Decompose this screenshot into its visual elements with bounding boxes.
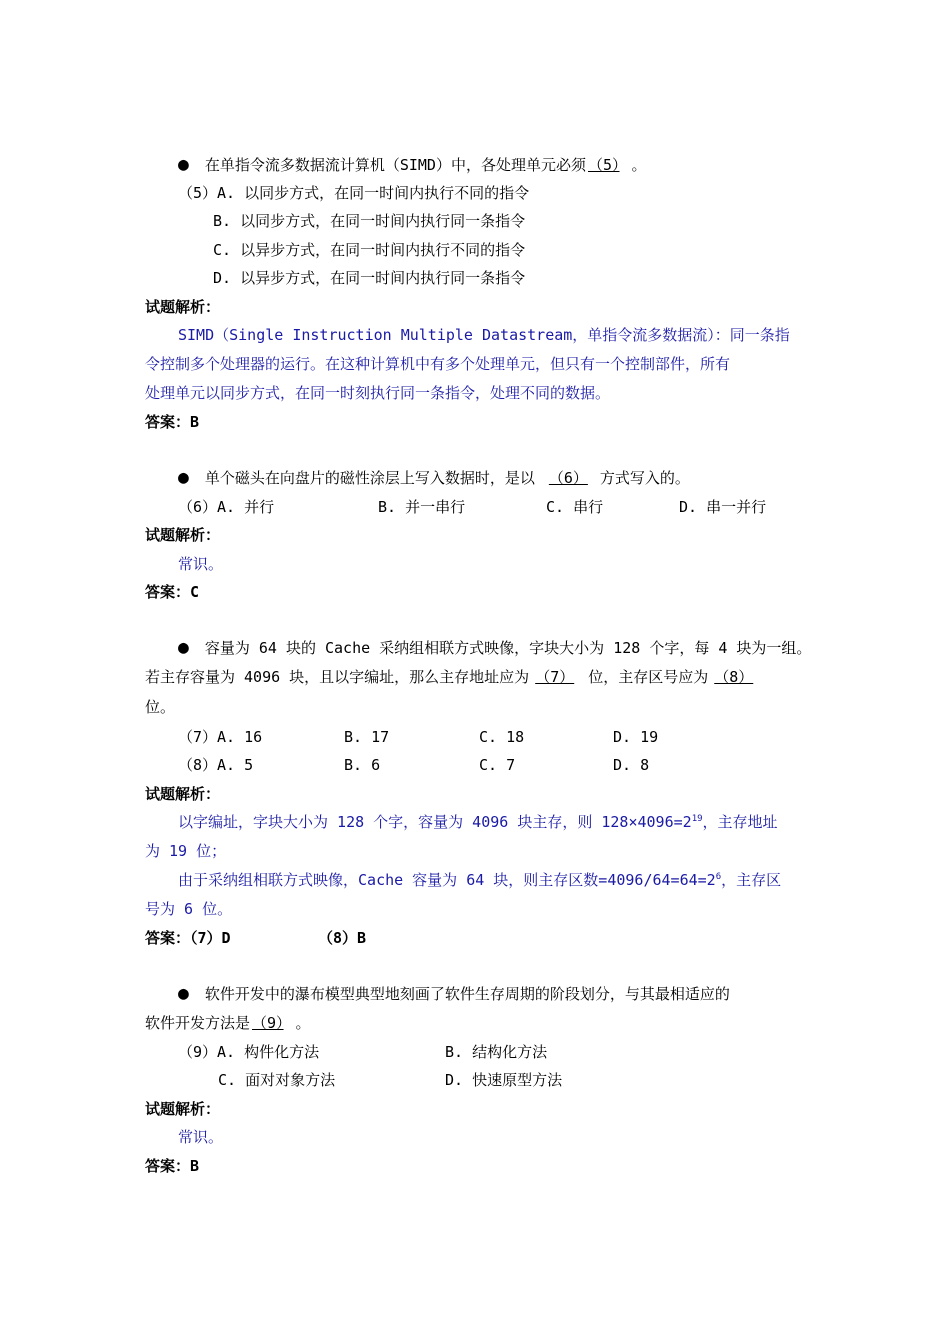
q6-stem <box>178 468 690 488</box>
bullet-icon: ● <box>178 637 189 658</box>
q78-analysis-text1a: 以字编址，字块大小为 128 个字，容量为 4096 块主存，则 128×4096=2 <box>178 813 692 831</box>
q9-option-d: D. 快速原型方法 <box>445 1071 563 1089</box>
q5-analysis-line3: 处理单元以同步方式，在同一时刻执行同一条指令，处理不同的数据。 <box>145 384 611 402</box>
q78-stem-line1 <box>178 638 811 658</box>
q78-analysis-line2: 为 19 位； <box>145 842 227 860</box>
q8-option-c: C. 7 <box>479 756 516 774</box>
q78-analysis-text3a: 由于采纳组相联方式映像，Cache 容量为 64 块，则主存区数=4096/64=64=2 <box>178 871 716 889</box>
q5-stem <box>178 155 647 175</box>
q9-blank: （9） <box>252 1014 284 1032</box>
q7-option-d: D. 19 <box>613 728 659 746</box>
q5-blank: （5） <box>587 156 620 174</box>
q9-analysis-label: 试题解析： <box>145 1100 221 1118</box>
q8-option-d: D. 8 <box>613 756 650 774</box>
q5-option-a: （5）A. 以同步方式，在同一时间内执行不同的指令 <box>178 184 530 202</box>
q9-answer: 答案：B <box>145 1157 200 1175</box>
q78-stem-text3: 位，主存区号应为 <box>588 668 709 686</box>
q5-analysis-line1: SIMD（Single Instruction Multiple Datastream，单指令流多数据流）：同一条指 <box>178 326 790 344</box>
q9-analysis-line1: 常识。 <box>178 1128 224 1146</box>
q78-stem-text2: 若主存容量为 4096 块，且以字编址，那么主存地址应为 <box>145 668 530 686</box>
q9-stem-text1: 软件开发中的瀑布模型典型地刻画了软件生存周期的阶段划分，与其最相适应的 <box>204 985 730 1003</box>
q6-option-c: C. 串行 <box>546 498 604 516</box>
q6-option-d: D. 串一并行 <box>679 498 767 516</box>
q5-option-b: B. 以同步方式，在同一时间内执行同一条指令 <box>213 212 526 230</box>
bullet-icon: ● <box>178 154 189 175</box>
q6-analysis-label: 试题解析： <box>145 526 221 544</box>
q7-option-b: B. 17 <box>344 728 390 746</box>
q78-analysis-line3 <box>178 870 781 890</box>
q9-option-c: C. 面对对象方法 <box>218 1071 336 1089</box>
q8-answer: （8）B <box>318 929 367 947</box>
q6-blank: （6） <box>548 469 588 487</box>
q6-analysis-line1: 常识。 <box>178 555 224 573</box>
q78-analysis-exp1: 19 <box>691 814 703 824</box>
q8-blank: （8） <box>714 668 754 686</box>
q5-option-d: D. 以异步方式，在同一时间内执行同一条指令 <box>213 269 526 287</box>
q6-stem-text: 单个磁头在向盘片的磁性涂层上写入数据时，是以 <box>204 469 535 487</box>
q5-analysis-label: 试题解析： <box>145 298 221 316</box>
q9-stem-line2 <box>145 1013 311 1033</box>
q78-stem-line2 <box>145 667 757 687</box>
bullet-icon: ● <box>178 983 189 1004</box>
q9-option-a: （9）A. 构件化方法 <box>178 1043 320 1061</box>
q9-option-b: B. 结构化方法 <box>445 1043 548 1061</box>
q7-answer: 答案：（7）D <box>145 929 231 947</box>
q78-analysis-text1b: ，主存地址 <box>702 813 778 831</box>
q6-option-a: （6）A. 并行 <box>178 498 275 516</box>
q5-stem-end: 。 <box>631 156 647 174</box>
q9-stem-line1 <box>178 984 730 1004</box>
q6-option-b: B. 并一串行 <box>378 498 466 516</box>
q6-answer: 答案：C <box>145 583 200 601</box>
q78-analysis-line4: 号为 6 位。 <box>145 900 233 918</box>
q78-stem-text1: 容量为 64 块的 Cache 采纳组相联方式映像，字块大小为 128 个字，每 4 块为一组。 <box>204 639 812 657</box>
q78-analysis-label: 试题解析： <box>145 785 221 803</box>
q9-stem-text2: 软件开发方法是 <box>145 1014 251 1032</box>
q78-analysis-line1 <box>178 812 778 832</box>
q5-analysis-line2: 令控制多个处理器的运行。在这种计算机中有多个处理单元，但只有一个控制部件，所有 <box>145 355 731 373</box>
q5-option-c: C. 以异步方式，在同一时间内执行不同的指令 <box>213 241 526 259</box>
q78-analysis-text3b: ，主存区 <box>721 871 782 889</box>
q78-stem-line3: 位。 <box>145 698 176 716</box>
q7-blank: （7） <box>535 668 575 686</box>
bullet-icon: ● <box>178 467 189 488</box>
q78-analysis-exp2: 6 <box>715 872 722 882</box>
q7-option-a: （7）A. 16 <box>178 728 263 746</box>
q7-option-c: C. 18 <box>479 728 525 746</box>
q6-stem-end: 方式写入的。 <box>599 469 690 487</box>
q5-answer: 答案：B <box>145 413 200 431</box>
q8-option-a: （8）A. 5 <box>178 756 254 774</box>
q5-stem-text: 在单指令流多数据流计算机（SIMD）中，各处理单元必须 <box>204 156 586 174</box>
q8-option-b: B. 6 <box>344 756 381 774</box>
q9-stem-end: 。 <box>295 1014 311 1032</box>
